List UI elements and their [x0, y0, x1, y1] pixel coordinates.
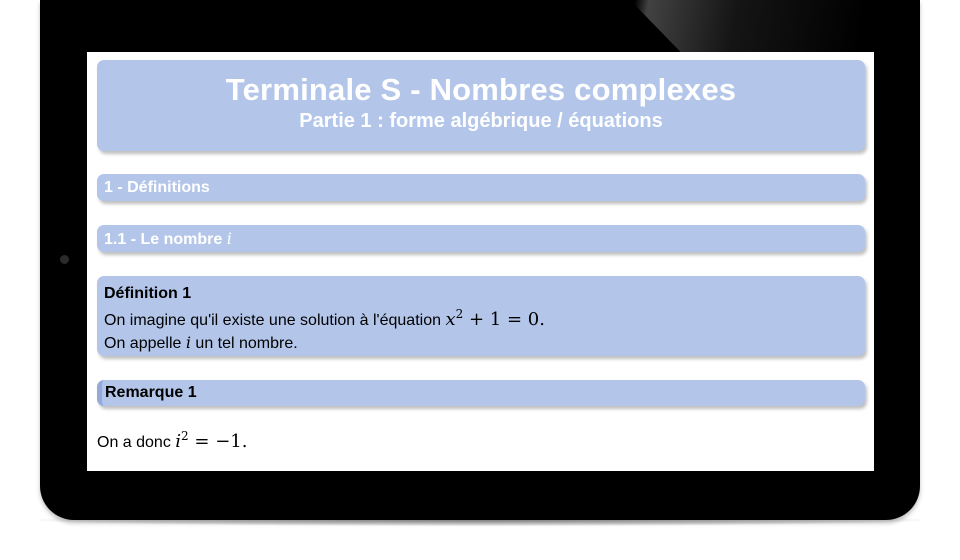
remark-equation-rest: = −1. [188, 431, 248, 452]
remark-title: Remarque 1 [105, 384, 197, 401]
definition-line-2-prefix: On appelle [104, 335, 182, 352]
tablet-frame [40, 0, 920, 520]
remark-equation [175, 431, 247, 452]
document-subtitle: Partie 1 : forme algébrique / équations [299, 110, 663, 132]
definition-line-2-suffix: un tel nombre. [195, 335, 298, 352]
equation-exponent: 2 [455, 307, 464, 321]
definition-box [97, 276, 865, 356]
definition-math-i: i [185, 333, 191, 352]
document-screen[interactable] [87, 52, 874, 471]
subsection-heading-nombre-i [97, 225, 865, 252]
remark-equation-variable: i [175, 431, 182, 452]
remark-box [97, 380, 865, 406]
definition-line-1 [104, 303, 858, 332]
definition-title: Définition 1 [104, 285, 192, 302]
camera-dot [60, 255, 69, 264]
screen-glare [630, 0, 860, 52]
section-heading-label: 1 - Définitions [104, 179, 210, 196]
definition-line-1-text: On imagine qu'il existe une solution à l'équation [104, 312, 441, 329]
definition-line-2 [104, 332, 858, 355]
remark-equation-exponent: 2 [181, 429, 189, 443]
equation-variable: x [445, 309, 456, 330]
remark-text-prefix: On a donc [97, 434, 171, 451]
subsection-heading-label: 1.1 - Le nombre [104, 231, 223, 248]
document-title: Terminale S - Nombres complexes [225, 72, 737, 107]
equation-rest: + 1 = 0. [463, 309, 545, 330]
section-heading-definitions [97, 174, 865, 201]
title-banner [97, 60, 865, 151]
remark-body [97, 429, 247, 452]
math-symbol-i: i [226, 229, 232, 248]
equation [445, 309, 544, 330]
